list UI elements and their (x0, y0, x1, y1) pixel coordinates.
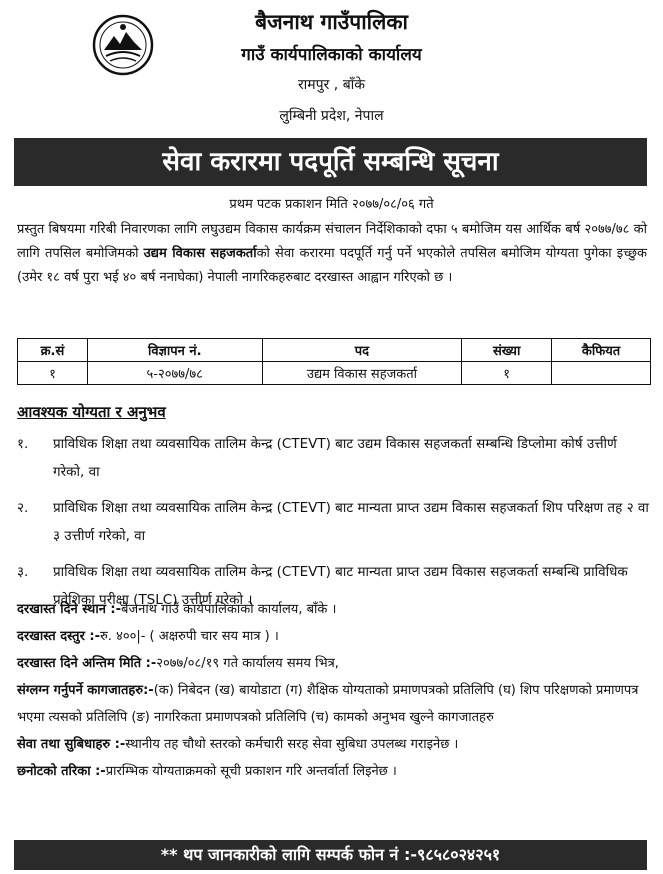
table-header-remarks: कैफियत (552, 339, 651, 362)
list-item-number: १. (17, 436, 29, 452)
table-cell-ad-no: ५-२०७७/७८ (87, 362, 262, 385)
selection-method-label: छनोटको तरिका :- (17, 764, 106, 779)
application-fee-value: रु. ४००|- ( अक्षरुपी चार सय मात्र ) । (100, 629, 279, 644)
vacancy-table (17, 338, 651, 385)
application-deadline-value: २०७७/०८/१९ गते कार्यालय समय भित्र, (156, 656, 339, 671)
notice-header (0, 0, 663, 135)
application-place (17, 596, 651, 623)
table-row (18, 362, 651, 385)
table-header-position: पद (262, 339, 462, 362)
office-location: रामपुर , बाँके (297, 77, 366, 93)
required-documents (17, 677, 651, 731)
required-documents-label: संग्लग्न गर्नुपर्ने कागजातहरु:- (17, 683, 154, 698)
intro-part-1: प्रस्तुत बिषयमा गरिबी निवारणका लागि लघुउद्यम विकास कार्यक्रम संचालन निर्देशिकाको दफा ५ बमोजिम यस आर्थिक बर्ष २०७७/७८ को लागि तपसिल बमोजिमको (17, 222, 647, 261)
application-deadline-label: दरखास्त दिने अन्तिम मिति :- (17, 656, 157, 671)
table-header-row (18, 339, 651, 362)
municipality-name: बैजनाथ गाउँपालिका (255, 10, 408, 34)
intro-part-2: को सेवा करारमा पदपूर्ति गर्नु पर्ने भएकोले तपसिल बमोजिम योग्यता पुगेका इच्छुक (उमेर १८ वर्ष पुरा भई ४० बर्ष ननाघेका) नेपाली नागरिकहरुबाट दरखास्त आह्वान गरिएको छ । (17, 246, 647, 285)
list-item (17, 494, 651, 550)
list-item-text: प्राविधिक शिक्षा तथा व्यवसायिक तालिम केन्द्र (CTEVT) बाट उद्यम विकास सहजकर्ता सम्बन्धि डिप्लोमा कोर्ष उत्तीर्ण गरेको, वा (53, 436, 617, 480)
table-cell-count: १ (462, 362, 552, 385)
service-facilities (17, 731, 651, 758)
application-place-value: बैजनाथ गाउँ कार्यपालिकाको कार्यालय, बाँके । (121, 602, 337, 617)
notice-title-banner: सेवा करारमा पदपूर्ति सम्बन्धि सूचना (14, 138, 647, 186)
qualifications-list (17, 430, 651, 622)
application-deadline (17, 650, 651, 677)
table-header-sn: क्र.सं (18, 339, 88, 362)
application-info (17, 596, 651, 785)
application-place-label: दरखास्त दिने स्थान :- (17, 602, 122, 617)
office-name: गाउँ कार्यपालिकाको कार्यालय (241, 45, 422, 65)
application-fee (17, 623, 651, 650)
list-item-number: २. (17, 500, 29, 516)
list-item-text: प्राविधिक शिक्षा तथा व्यवसायिक तालिम केन्द्र (CTEVT) बाट मान्यता प्राप्त उद्यम विकास सहजकर्ता सम्बन्धि प्राविधिक प्रवेशिका परीक्षा (TSLC) उत्तीर्ण गरेको । (53, 564, 628, 608)
list-item (17, 430, 651, 486)
table-cell-position: उद्यम विकास सहजकर्ता (262, 362, 462, 385)
service-facilities-label: सेवा तथा सुबिधाहरु :- (17, 737, 126, 752)
intro-position-name: उद्यम विकास सहजकर्ता (143, 246, 257, 261)
selection-method-value: प्रारम्भिक योग्यताक्रमको सूची प्रकाशन गरि अन्तर्वार्ता लिइनेछ । (105, 764, 397, 779)
table-cell-sn: १ (18, 362, 88, 385)
intro-paragraph (17, 218, 647, 290)
table-header-ad-no: विज्ञापन नं. (87, 339, 262, 362)
office-province: लुम्बिनी प्रदेश, नेपाल (279, 108, 384, 124)
list-item-number: ३. (17, 564, 29, 580)
selection-method (17, 758, 651, 785)
application-fee-label: दरखास्त दस्तुर :- (17, 629, 101, 644)
list-item-text: प्राविधिक शिक्षा तथा व्यवसायिक तालिम केन्द्र (CTEVT) बाट मान्यता प्राप्त उद्यम विकास सहजकर्ता शिप परिक्षण तह २ वा ३ उत्तीर्ण गरेको, वा (53, 500, 649, 544)
service-facilities-value: स्थानीय तह चौथो स्तरको कर्मचारी सरह सेवा सुबिधा उपलब्ध गराइनेछ । (125, 737, 459, 752)
table-header-count: संख्या (462, 339, 552, 362)
qualifications-heading: आवश्यक योग्यता र अनुभव (17, 403, 166, 421)
publish-date: प्रथम पटक प्रकाशन मिति २०७७/०८/०६ गते (229, 197, 434, 212)
required-documents-value: (क) निबेदन (ख) बायोडाटा (ग) शैक्षिक योग्यताको प्रमाणपत्रको प्रतिलिपि (घ) शिप परिक्षणको प्रमाणपत्र भएमा त्यसको प्रतिलिपि (ङ) नागरिकता प्रमाणपत्रको प्रतिलिपि (च) कामको अनुभव खुल्ने कागजातहरु (17, 683, 639, 725)
contact-footer: ** थप जानकारीको लागि सम्पर्क फोन नं :-९८५८०२४२५१ (14, 840, 647, 870)
table-cell-remarks (552, 362, 651, 385)
